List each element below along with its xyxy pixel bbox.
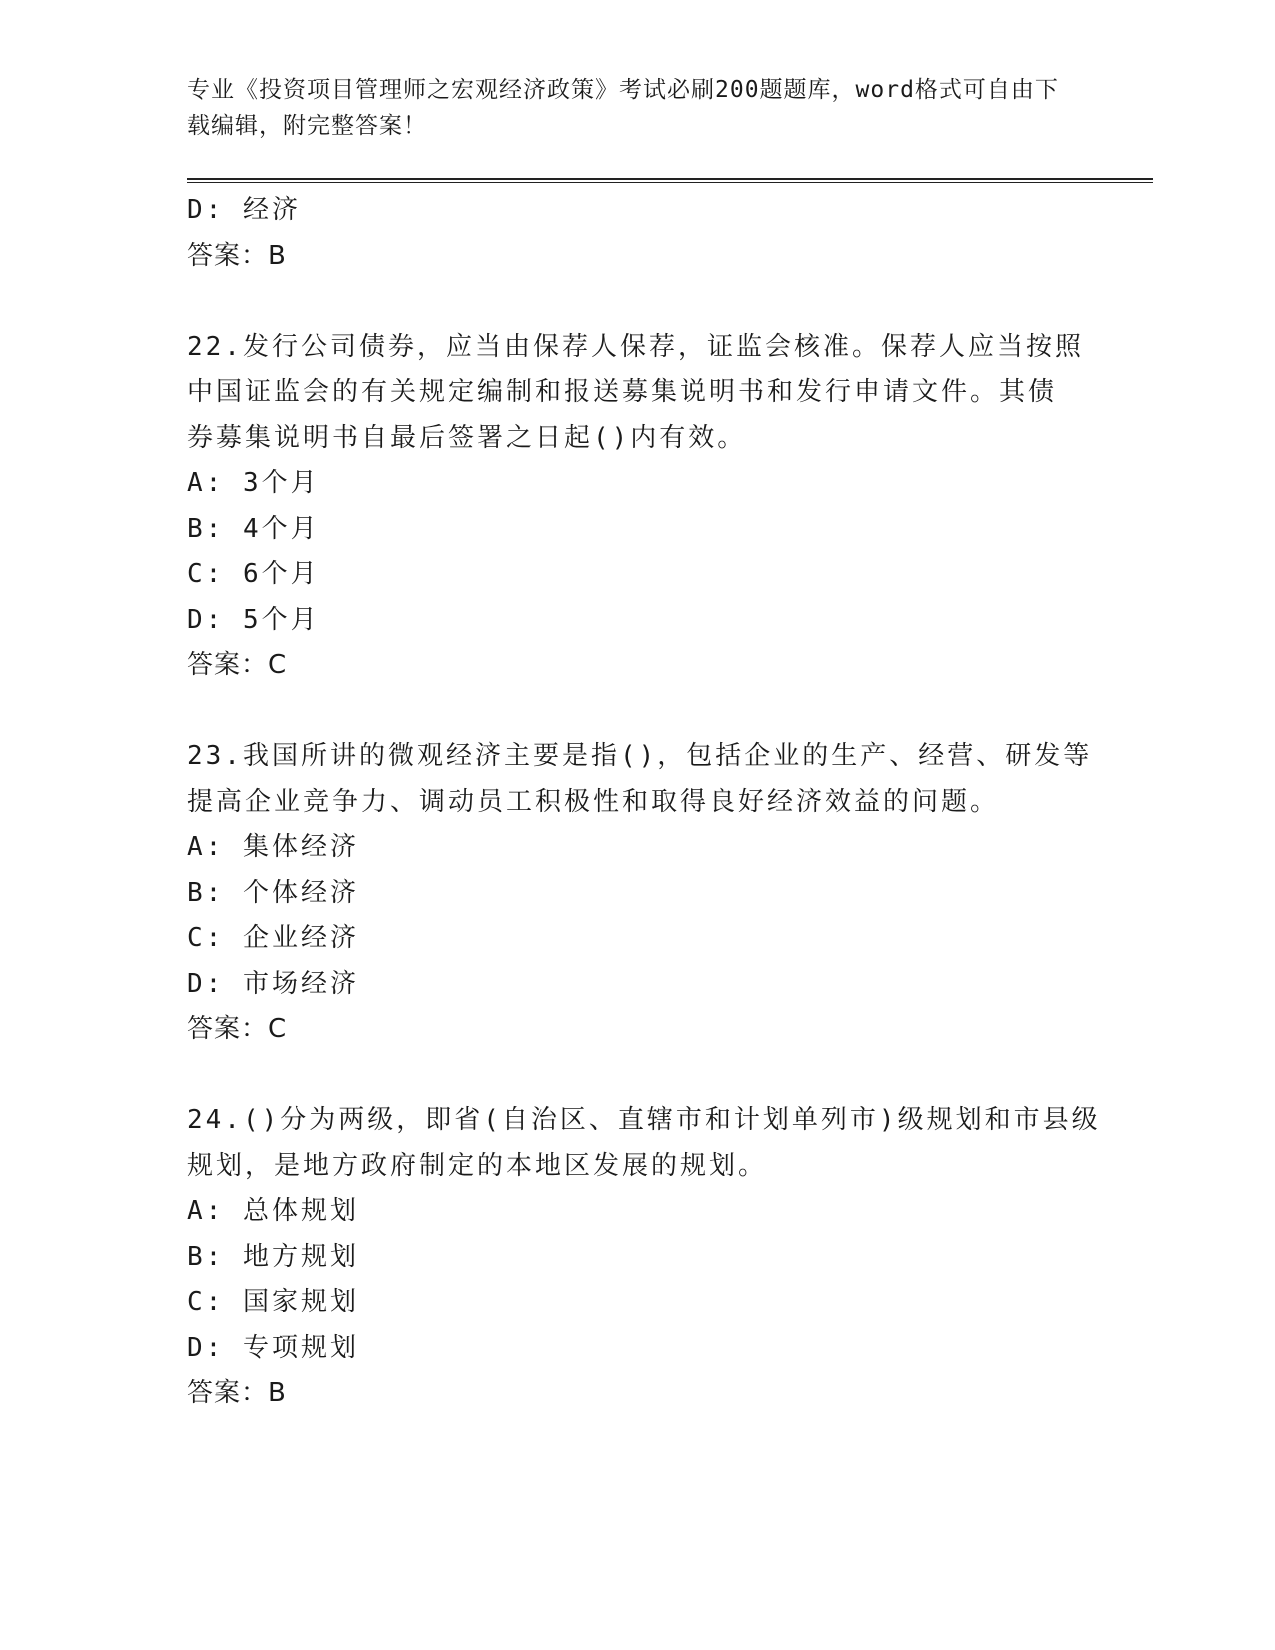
- header-divider: [187, 178, 1153, 183]
- question-stem-line: 中国证监会的有关规定编制和报送募集说明书和发行申请文件。其债: [187, 377, 1058, 407]
- answer: 答案：C: [187, 1014, 288, 1044]
- question-stem: [187, 325, 1087, 462]
- option-d: D: 市场经济: [187, 968, 359, 999]
- option-d: D: 5个月: [187, 604, 320, 635]
- question-24: [187, 1098, 1101, 1417]
- option-d: D: 专项规划: [187, 1332, 359, 1363]
- option-c: C: 6个月: [187, 559, 320, 589]
- question-23: [187, 734, 1093, 1053]
- question-stem: [187, 1098, 1101, 1189]
- option-b: B: 个体经济: [187, 877, 359, 908]
- answer: 答案：B: [187, 240, 287, 271]
- option-a: A: 3个月: [187, 468, 320, 498]
- document-body: [187, 188, 1101, 1417]
- option-a: A: 集体经济: [187, 832, 359, 862]
- question-stem-line: 提高企业竞争力、调动员工积极性和取得良好经济效益的问题。: [187, 786, 1000, 817]
- question-22: [187, 325, 1087, 689]
- answer: 答案：B: [187, 1378, 287, 1408]
- question-stem-line: 券募集说明书自最后签署之日起()内有效。: [187, 422, 747, 453]
- question-stem-line: 24.()分为两级，即省(自治区、直辖市和计划单列市)级规划和市县级: [187, 1105, 1101, 1135]
- option-a: A: 总体规划: [187, 1196, 359, 1226]
- option-c: C: 国家规划: [187, 1287, 359, 1317]
- option-b: B: 地方规划: [187, 1241, 359, 1272]
- question-stem: [187, 734, 1093, 825]
- page-header: 专业《投资项目管理师之宏观经济政策》考试必刷200题题库，word格式可自由下载编辑，附完整答案！: [187, 77, 1059, 139]
- option-d: D: 经济: [187, 195, 301, 225]
- answer: 答案：C: [187, 650, 288, 680]
- option-b: B: 4个月: [187, 513, 320, 544]
- question-stem-line: 22.发行公司债券，应当由保荐人保荐，证监会核准。保荐人应当按照: [187, 331, 1084, 362]
- option-c: C: 企业经济: [187, 923, 359, 953]
- question-stem-line: 23.我国所讲的微观经济主要是指()，包括企业的生产、经营、研发等: [187, 741, 1093, 771]
- question-stem-line: 规划，是地方政府制定的本地区发展的规划。: [187, 1150, 768, 1181]
